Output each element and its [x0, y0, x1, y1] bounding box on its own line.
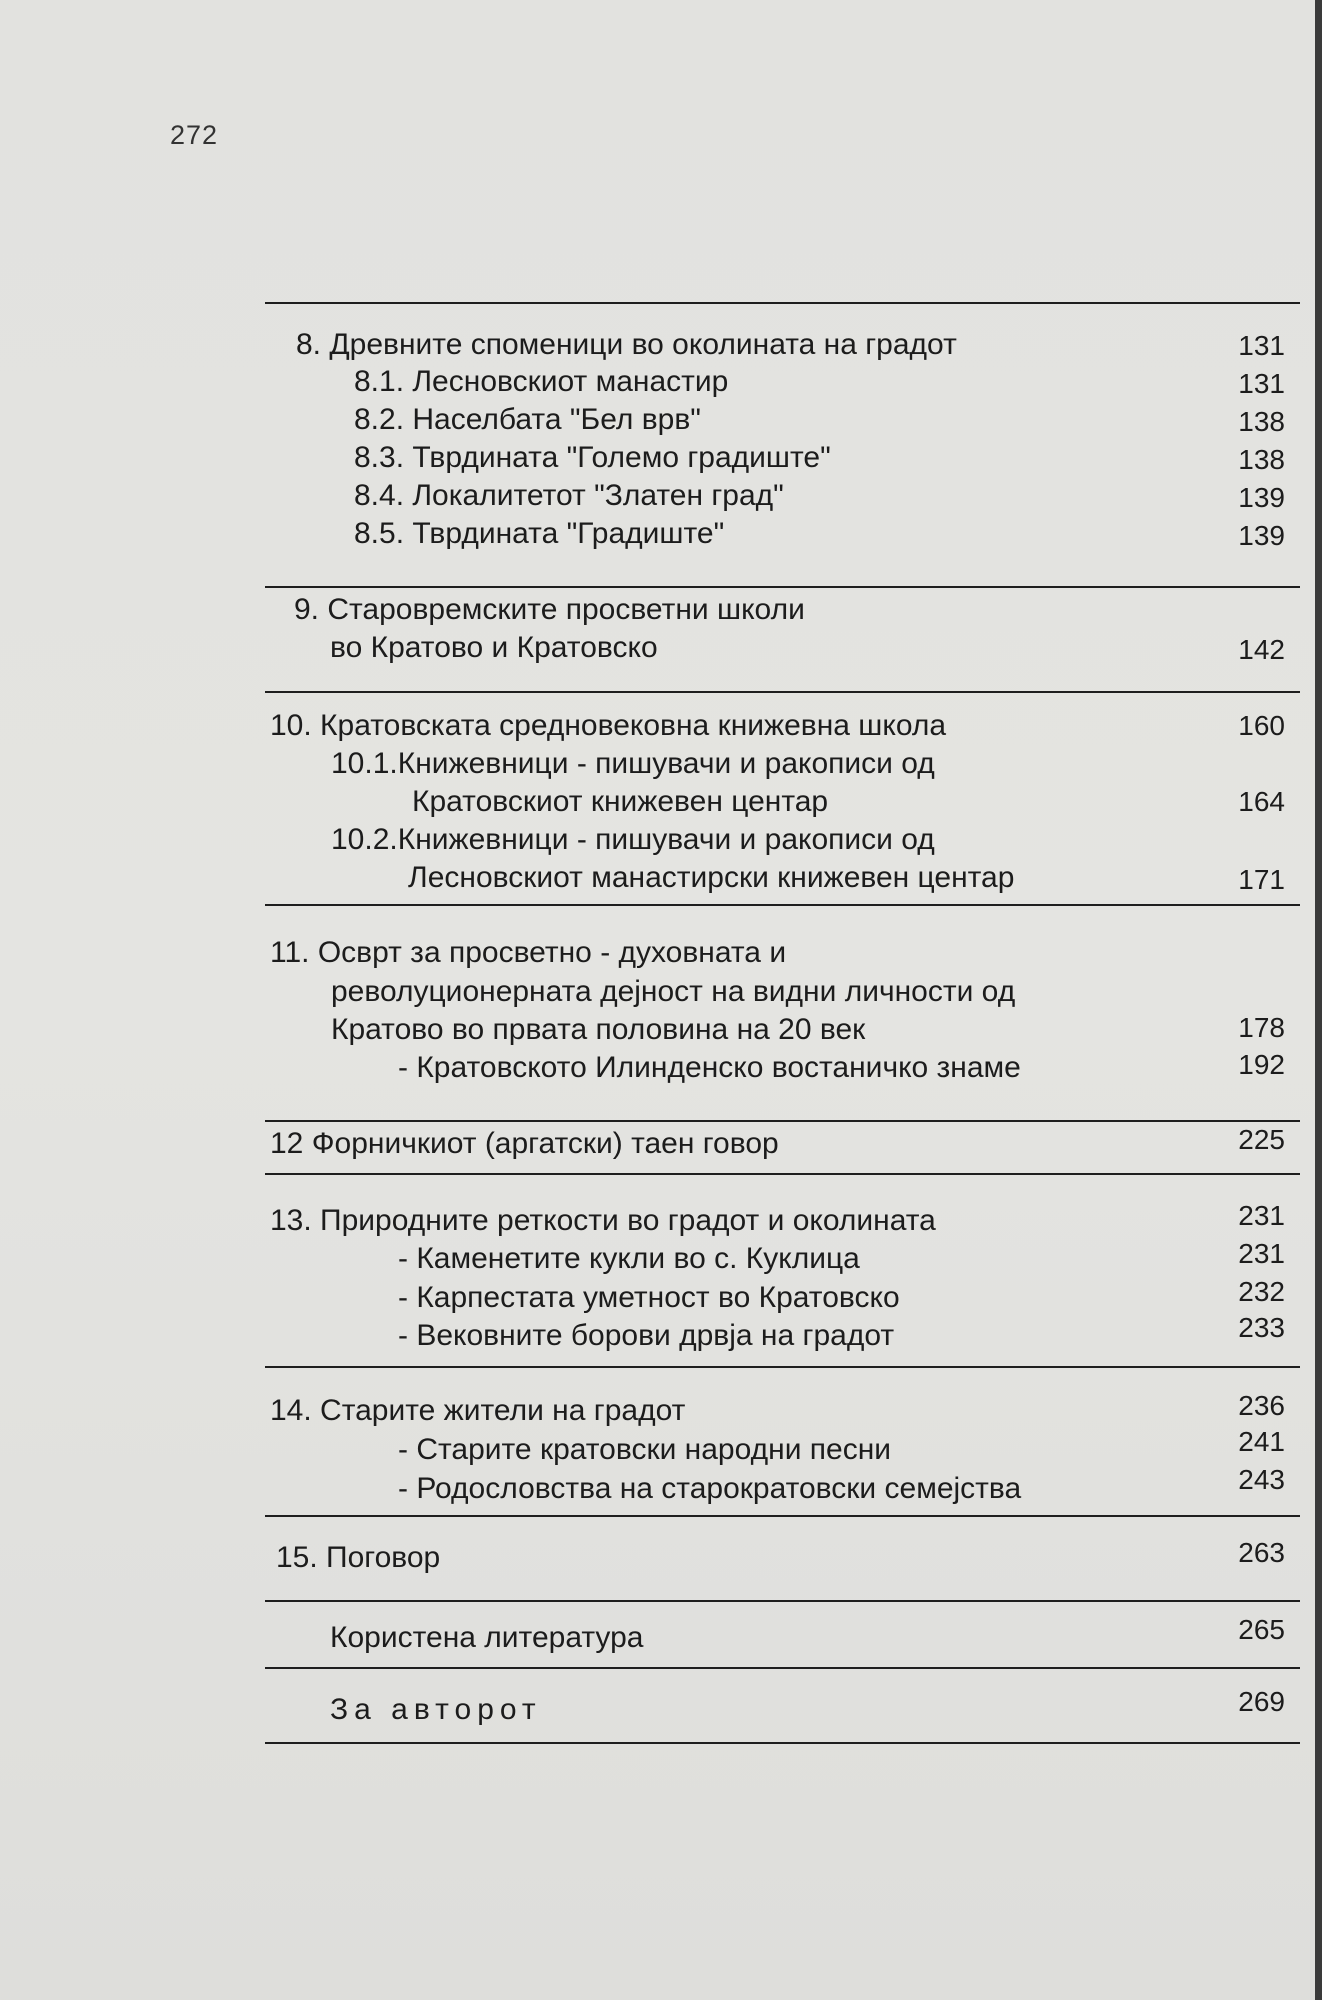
toc-page-10: 160 — [1238, 710, 1285, 741]
toc-entry-10: 10. Кратовската средновековна книжевна школа — [270, 709, 947, 742]
divider — [265, 1515, 1300, 1517]
book-edge — [1315, 0, 1322, 2000]
toc-entry-10-2: 10.2.Книжевници - пишувачи и ракописи од — [331, 823, 935, 856]
toc-entry-8-5: 8.5. Тврдината "Градиште" — [354, 517, 725, 550]
toc-entry-literature: Користена литература — [330, 1621, 644, 1654]
toc-page-8-5: 139 — [1238, 520, 1285, 551]
toc-entry-12: 12 Форничкиот (аргатски) таен говор — [270, 1127, 779, 1160]
divider — [265, 1120, 1300, 1122]
toc-entry-9-cont: во Кратово и Кратовско — [330, 631, 658, 664]
toc-page-12: 225 — [1238, 1124, 1285, 1155]
toc-entry-8: 8. Древните споменици во околината на градот — [296, 328, 957, 361]
toc-entry-14: 14. Старите жители на градот — [270, 1394, 686, 1427]
divider — [265, 1667, 1300, 1669]
toc-page-8: 131 — [1238, 330, 1285, 361]
toc-page-8-2: 138 — [1238, 406, 1285, 437]
toc-page-11-sub: 192 — [1238, 1049, 1285, 1080]
divider — [265, 1742, 1300, 1744]
toc-entry-author: За авторот — [330, 1693, 542, 1726]
toc-page-10-1: 164 — [1238, 786, 1285, 817]
toc-page-13-2: 232 — [1238, 1276, 1285, 1307]
divider — [265, 1366, 1300, 1368]
toc-entry-13-2: - Карпестата уметност во Кратовско — [398, 1281, 900, 1314]
toc-page-9: 142 — [1238, 634, 1285, 665]
toc-page-15: 263 — [1238, 1537, 1285, 1568]
toc-page-13-1: 231 — [1238, 1238, 1285, 1269]
toc-page-8-3: 138 — [1238, 444, 1285, 475]
toc-page-11: 178 — [1238, 1012, 1285, 1043]
toc-page-10-2: 171 — [1238, 864, 1285, 895]
divider — [265, 302, 1300, 304]
divider — [265, 1173, 1300, 1175]
toc-entry-10-1: 10.1.Книжевници - пишувачи и ракописи од — [331, 747, 935, 780]
toc-entry-13-1: - Каменетите кукли во с. Куклица — [398, 1242, 860, 1275]
divider — [265, 586, 1300, 588]
page-number: 272 — [170, 120, 219, 150]
toc-entry-14-2: - Родословства на старократовски семејства — [398, 1472, 1022, 1505]
toc-page-14-1: 241 — [1238, 1426, 1285, 1457]
toc-entry-8-4: 8.4. Локалитетот "Златен град" — [354, 479, 784, 512]
toc-page-8-1: 131 — [1238, 368, 1285, 399]
toc-entry-15: 15. Поговор — [276, 1541, 441, 1574]
toc-entry-11-cont1: револуционерната дејност на видни личности од — [331, 975, 1016, 1008]
toc-page-literature: 265 — [1238, 1614, 1285, 1645]
divider — [265, 904, 1300, 906]
toc-page-13-3: 233 — [1238, 1312, 1285, 1343]
toc-entry-10-2-cont: Лесновскиот манастирски книжевен центар — [408, 861, 1015, 894]
toc-entry-10-1-cont: Кратовскиот книжевен центар — [412, 785, 829, 818]
toc-page-14: 236 — [1238, 1390, 1285, 1421]
toc-page-14-2: 243 — [1238, 1464, 1285, 1495]
toc-entry-11-cont2: Кратово во првата половина на 20 век — [331, 1013, 866, 1046]
divider — [265, 1600, 1300, 1602]
toc-page-13: 231 — [1238, 1200, 1285, 1231]
toc-entry-13: 13. Природните реткости во градот и околината — [270, 1204, 936, 1237]
toc-entry-14-1: - Старите кратовски народни песни — [398, 1433, 892, 1466]
toc-page-author: 269 — [1238, 1686, 1285, 1717]
toc-entry-8-3: 8.3. Тврдината "Големо градиште" — [354, 441, 831, 474]
toc-entry-11: 11. Осврт за просветно - духовната и — [270, 936, 787, 969]
toc-entry-11-sub: - Кратовското Илинденско востаничко знаме — [398, 1051, 1021, 1084]
toc-entry-8-2: 8.2. Населбата "Бел врв" — [354, 403, 701, 436]
toc-entry-13-3: - Вековните борови дрвја на градот — [398, 1319, 895, 1352]
toc-page-8-4: 139 — [1238, 482, 1285, 513]
divider — [265, 691, 1300, 693]
toc-entry-9: 9. Старовремските просветни школи — [294, 593, 805, 626]
toc-entry-8-1: 8.1. Лесновскиот манастир — [354, 365, 729, 398]
